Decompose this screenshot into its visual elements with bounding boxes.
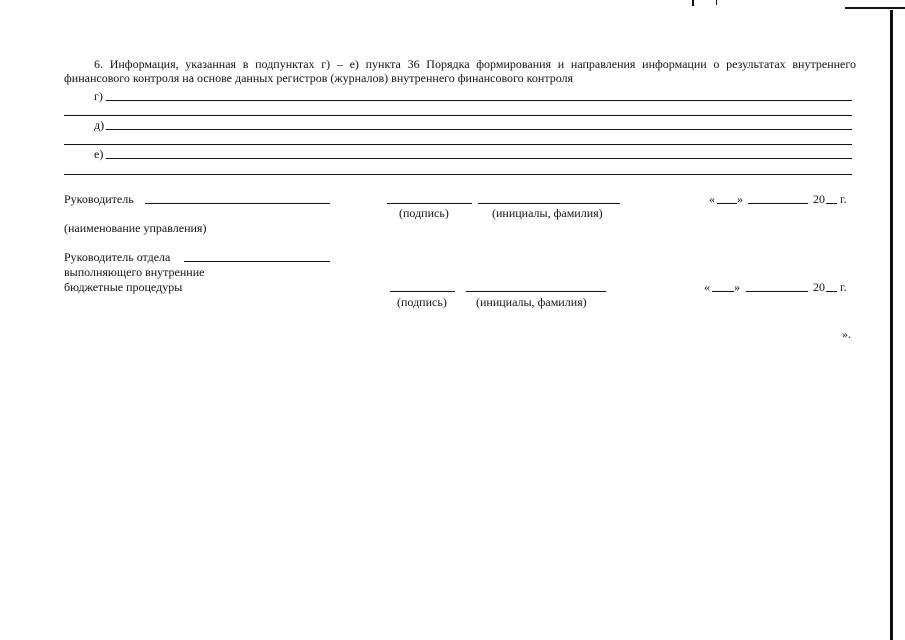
paragraph-line-1: 6. Информация, указанная в подпунктах г) – е) пункта 36 Порядка формирования и направления информации о результатах внутреннего [94, 57, 856, 71]
head-unit-line[interactable] [145, 203, 330, 204]
dept-date-open: « [704, 280, 710, 294]
paragraph-line-2: финансового контроля на основе данных регистров (журналов) внутреннего финансового контроля [64, 71, 574, 85]
dept-year-suffix: г. [840, 280, 847, 294]
item-d-line-2[interactable] [64, 144, 852, 145]
dept-title-line-2: выполняющего внутренние [64, 265, 205, 279]
head-signature-caption: (подпись) [399, 206, 449, 220]
dept-signature-line[interactable] [390, 291, 455, 292]
item-g-line-2[interactable] [64, 115, 852, 116]
paragraph-6 [64, 57, 856, 85]
dept-date-close: » [734, 280, 740, 294]
head-date-open: « [709, 192, 715, 206]
head-day-line[interactable] [717, 203, 737, 204]
item-e-line-1[interactable] [106, 158, 852, 159]
item-label-e: е) [94, 147, 104, 161]
closing-quote-mark: ». [842, 327, 851, 341]
dept-signature-caption: (подпись) [397, 295, 447, 309]
dept-name-caption: (инициалы, фамилия) [476, 295, 587, 309]
head-date-close: » [737, 192, 743, 206]
head-title: Руководитель [64, 192, 134, 206]
head-month-line[interactable] [748, 203, 808, 204]
head-name-caption: (инициалы, фамилия) [492, 206, 603, 220]
head-year-line[interactable] [826, 203, 837, 204]
item-d-line-1[interactable] [106, 129, 852, 130]
item-label-g: г) [94, 89, 103, 103]
item-label-d: д) [94, 118, 105, 132]
head-year-prefix: 20 [813, 192, 825, 206]
dept-month-line[interactable] [746, 291, 808, 292]
item-e-line-2[interactable] [64, 174, 852, 175]
dept-title-line-1: Руководитель отдела [64, 250, 171, 264]
item-g-line-1[interactable] [106, 100, 852, 101]
dept-day-line[interactable] [712, 291, 734, 292]
scan-edge-top-right [845, 7, 905, 9]
head-year-suffix: г. [840, 192, 847, 206]
dept-unit-line[interactable] [184, 261, 330, 262]
scan-edge-mark-top [692, 0, 694, 6]
dept-name-line[interactable] [466, 291, 606, 292]
head-unit-caption: (наименование управления) [64, 221, 207, 235]
dept-year-prefix: 20 [813, 280, 825, 294]
dept-title-line-3: бюджетные процедуры [64, 280, 183, 294]
head-signature-line[interactable] [387, 203, 472, 204]
dept-year-line[interactable] [826, 291, 837, 292]
scan-edge-mark-top-2 [716, 0, 717, 5]
scan-edge-right [890, 10, 893, 640]
head-name-line[interactable] [478, 203, 620, 204]
